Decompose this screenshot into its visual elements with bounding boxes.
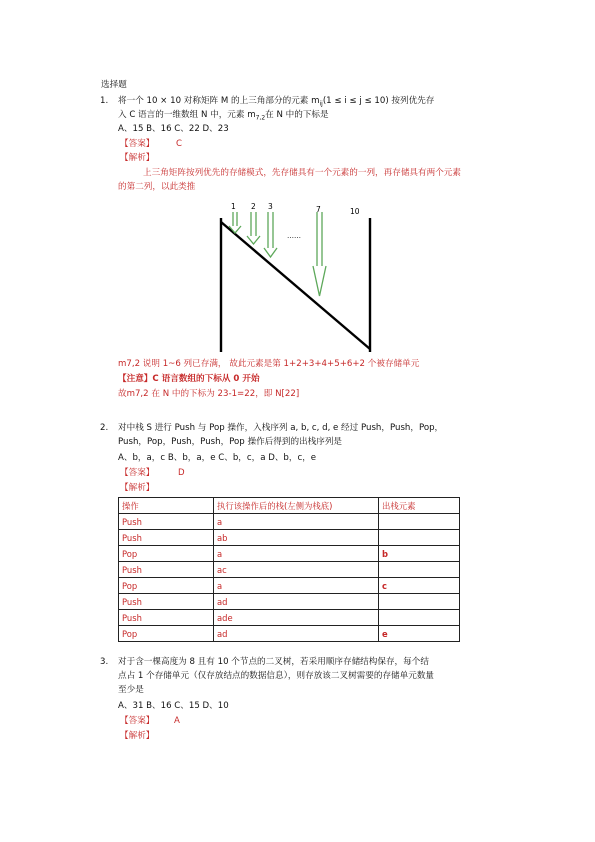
q1-conclusion: m7,2 说明 1~6 列已存满， 故此元素是第 1+2+3+4+5+6+2 个被存储单元 (118, 359, 420, 369)
table-cell-out (379, 594, 460, 610)
table-row (119, 530, 460, 546)
fig-col-label-3: 3 (268, 202, 273, 211)
table-cell-op: Push (119, 610, 214, 626)
table-cell-out: b (379, 546, 460, 562)
arrow-col-7 (313, 212, 326, 296)
q1-stem2-text: 入 C 语言的一维数组 N 中，元素 m (118, 110, 256, 120)
q2-number: 2. (100, 423, 109, 433)
q3-stem-line1: 对于含一棵高度为 8 且有 10 个节点的二叉树，若采用顺序存储结构保存，每个结 (118, 657, 429, 667)
q1-analysis-label: 【解析】 (120, 153, 155, 163)
q1-answer: C (176, 139, 183, 149)
q1-options: A、15 B、16 C、22 D、23 (118, 124, 229, 134)
q2-stem-line2: Push，Pop，Push，Push，Pop 操作后得到的出栈序列是 (118, 437, 343, 447)
table-cell-op: Pop (119, 626, 214, 642)
q1-explain-line1: 上三角矩阵按列优先的存储模式，先存储具有一个元素的一列，再存储具有两个元素 (143, 168, 461, 178)
table-row (119, 514, 460, 530)
q1-stem2-sub: 7,2 (255, 114, 266, 122)
table-row (119, 594, 460, 610)
table-cell-out (379, 530, 460, 546)
table-cell-stack: ad (214, 626, 379, 642)
diagonal-line (221, 222, 370, 349)
table-header-row (119, 498, 460, 514)
q3-answer: A (174, 716, 180, 726)
table-row (119, 562, 460, 578)
q2-analysis-label: 【解析】 (120, 483, 155, 493)
table-cell-op: Push (119, 514, 214, 530)
table-cell-out (379, 514, 460, 530)
q2-options: A、b，a，c B、b，a，e C、b，c，a D、b，c，e (118, 453, 317, 463)
table-row (119, 578, 460, 594)
table-cell-op: Pop (119, 578, 214, 594)
q1-note: 【注意】C 语言数组的下标从 0 开始 (118, 374, 260, 384)
arrow-col-3 (264, 212, 277, 257)
table-cell-out (379, 562, 460, 578)
table-cell-stack: a (214, 514, 379, 530)
q3-answer-label: 【答案】 (120, 716, 155, 726)
table-cell-stack: ac (214, 562, 379, 578)
table-cell-stack: a (214, 546, 379, 562)
q1-number: 1. (100, 96, 109, 106)
fig-col-label-2: 2 (251, 202, 256, 211)
table-cell-stack: ad (214, 594, 379, 610)
table-cell-out (379, 610, 460, 626)
q1-stem-sub: ij (319, 100, 323, 108)
table-row (119, 546, 460, 562)
q3-stem-line3: 至少是 (118, 685, 144, 695)
table-cell-stack: ab (214, 530, 379, 546)
q1-explain-line2: 的第二列，以此类推 (118, 182, 196, 192)
column-arrows (229, 212, 326, 296)
q1-stem-text: 将一个 10 × 10 对称矩阵 M 的上三角部分的元素 m (118, 96, 320, 106)
table-cell-stack: ade (214, 610, 379, 626)
table-cell-out: e (379, 626, 460, 642)
fig-col-label-10: 10 (350, 207, 360, 216)
q2-stem-line1: 对中栈 S 进行 Push 与 Pop 操作，入栈序列 a, b, c, d, e 经过 Push，Push，Pop， (118, 423, 444, 433)
fig-col-label-1: 1 (231, 202, 236, 211)
arrow-col-2 (247, 212, 260, 244)
q1-stem2-tail: 在 N 中的下标是 (265, 110, 329, 120)
q3-options: A、31 B、16 C、15 D、10 (118, 701, 229, 711)
q2-answer: D (178, 468, 185, 478)
table-cell-op: Push (119, 562, 214, 578)
q2-answer-label: 【答案】 (120, 468, 155, 478)
table-cell-out: c (379, 578, 460, 594)
table-row (119, 626, 460, 642)
q3-analysis-label: 【解析】 (120, 731, 155, 741)
q3-number: 3. (100, 657, 109, 667)
table-header-cell: 操作 (119, 498, 214, 514)
table-cell-op: Push (119, 594, 214, 610)
table-cell-op: Pop (119, 546, 214, 562)
q3-stem-line2: 点占 1 个存储单元（仅存放结点的数据信息），则存放该二叉树需要的存储单元数量 (118, 671, 435, 681)
stack-operations-table (118, 497, 460, 642)
fig-col-label-7: 7 (316, 205, 321, 214)
section-title: 选择题 (101, 80, 127, 90)
fig-ellipsis: …… (287, 232, 301, 240)
table-header-cell: 出栈元素 (379, 498, 460, 514)
table-cell-stack: a (214, 578, 379, 594)
q1-stem-tail: (1 ≤ i ≤ j ≤ 10) 按列优先存 (322, 96, 435, 106)
table-cell-op: Push (119, 530, 214, 546)
q1-final: 故m7,2 在 N 中的下标为 23-1=22，即 N[22] (118, 389, 300, 399)
table-header-cell: 执行该操作后的栈(左侧为栈底) (214, 498, 379, 514)
table-row (119, 610, 460, 626)
q1-answer-label: 【答案】 (120, 139, 155, 149)
